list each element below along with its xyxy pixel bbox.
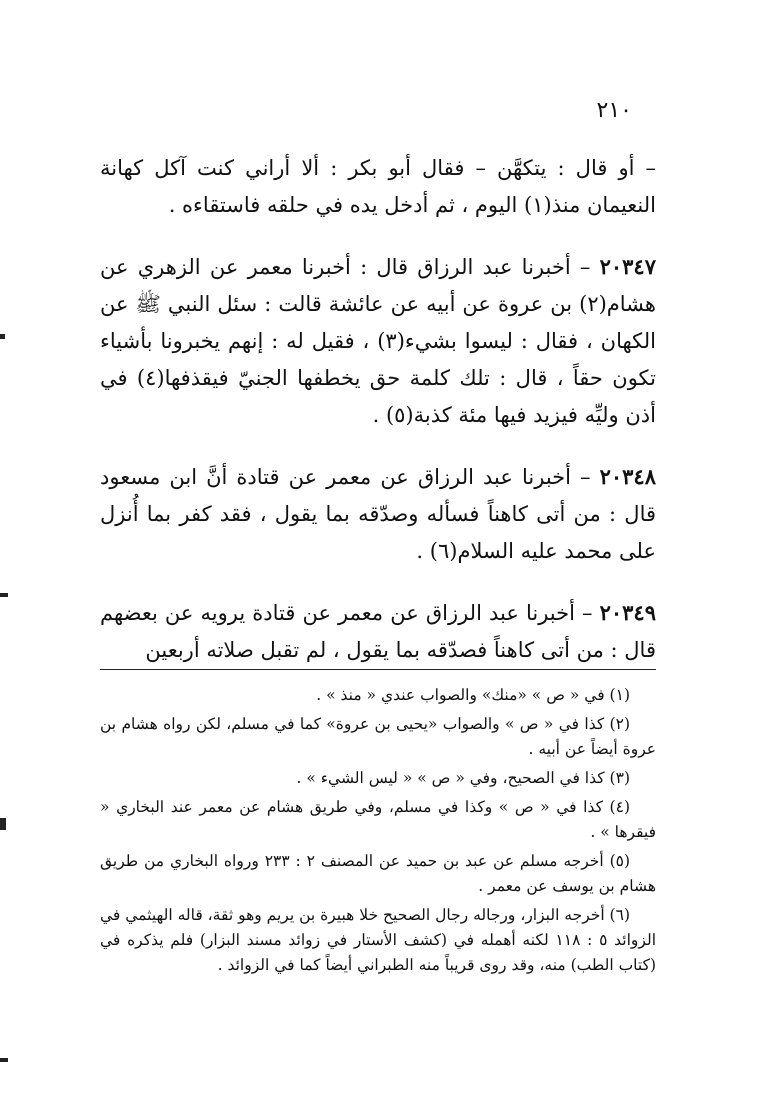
scan-margin-mark xyxy=(0,818,6,830)
hadith-20347 xyxy=(100,248,656,434)
scan-margin-mark xyxy=(0,1058,8,1062)
hadith-20349 xyxy=(100,594,656,669)
footnote-1: (١) في « ص » «منك» والصواب عندي « منذ » . xyxy=(316,686,630,704)
hadith-number: ٢٠٣٤٩ xyxy=(599,600,656,625)
scan-margin-mark xyxy=(0,593,8,597)
footnote-3: (٣) كذا في الصحيح، وفي « ص » « ليس الشيء » . xyxy=(296,769,630,787)
footnote-6: (٦) أخرجه البزار، ورجاله رجال الصحيح خلا هبيرة بن يريم وهو ثقة، قاله الهيثمي في الزوائد ٥ : ١١٨ لكنه أهمله في (كشف الأستار في زوائد مسند البزار) فلم يذكره في (كتاب الطب) منه، وقد روى قريباً منه الطبراني أيضاً كما في الزوائد . xyxy=(100,906,656,974)
paragraph-continuation: – أو قال : يتكهَّن – فقال أبو بكر : ألا أراني كنت آكل كهانة النعيمان منذ(١) اليوم ، ثم أدخل يده في حلقه فاستقاءه . xyxy=(100,156,656,217)
footnote-divider xyxy=(100,669,656,670)
footnote-4: (٤) كذا في « ص » وكذا في مسلم، وفي طريق هشام عن معمر عند البخاري « فيقرها » . xyxy=(100,798,656,841)
hadith-20348 xyxy=(100,458,656,570)
hadith-number: ٢٠٣٤٨ xyxy=(599,464,656,489)
main-text xyxy=(100,150,656,669)
hadith-number: ٢٠٣٤٧ xyxy=(599,254,656,279)
footnote-5: (٥) أخرجه مسلم عن عبد بن حميد عن المصنف ٢ : ٢٣٣ ورواه البخاري من طريق هشام بن يوسف عن معمر . xyxy=(100,852,656,895)
footnotes xyxy=(100,683,656,982)
footnote-2: (٢) كذا في « ص » والصواب «يحيى بن عروة» كما في مسلم، لكن رواه هشام بن عروة أيضاً عن أبيه . xyxy=(100,715,656,758)
page-number: ٢١٠ xyxy=(596,98,632,123)
scan-margin-mark xyxy=(0,334,5,339)
hadith-text: – أخبرنا عبد الرزاق عن معمر عن قتادة أنَّ ابن مسعود قال : من أتى كاهناً فسأله وصدّقه بما يقول ، فقد كفر بما أُنزل على محمد عليه السلام(٦) . xyxy=(100,465,657,563)
hadith-text: – أخبرنا عبد الرزاق عن معمر عن قتادة يرويه عن بعضهم قال : من أتى كاهناً فصدّقه بما يقول ، لم تقبل صلاته أربعين xyxy=(100,601,656,662)
hadith-text: – أخبرنا عبد الرزاق قال : أخبرنا معمر عن الزهري عن هشام(٢) بن عروة عن أبيه عن عائشة قالت : سئل النبي ﷺ عن الكهان ، فقال : ليسوا بشيء(٣) ، فقيل له : إنهم يخبرونا بأشياء تكون حقاً ، قال : تلك كلمة حق يخطفها الجنيّ فيقذفها(٤) في أذن وليِّه فيزيد فيها مئة كذبة(٥) . xyxy=(100,255,656,427)
